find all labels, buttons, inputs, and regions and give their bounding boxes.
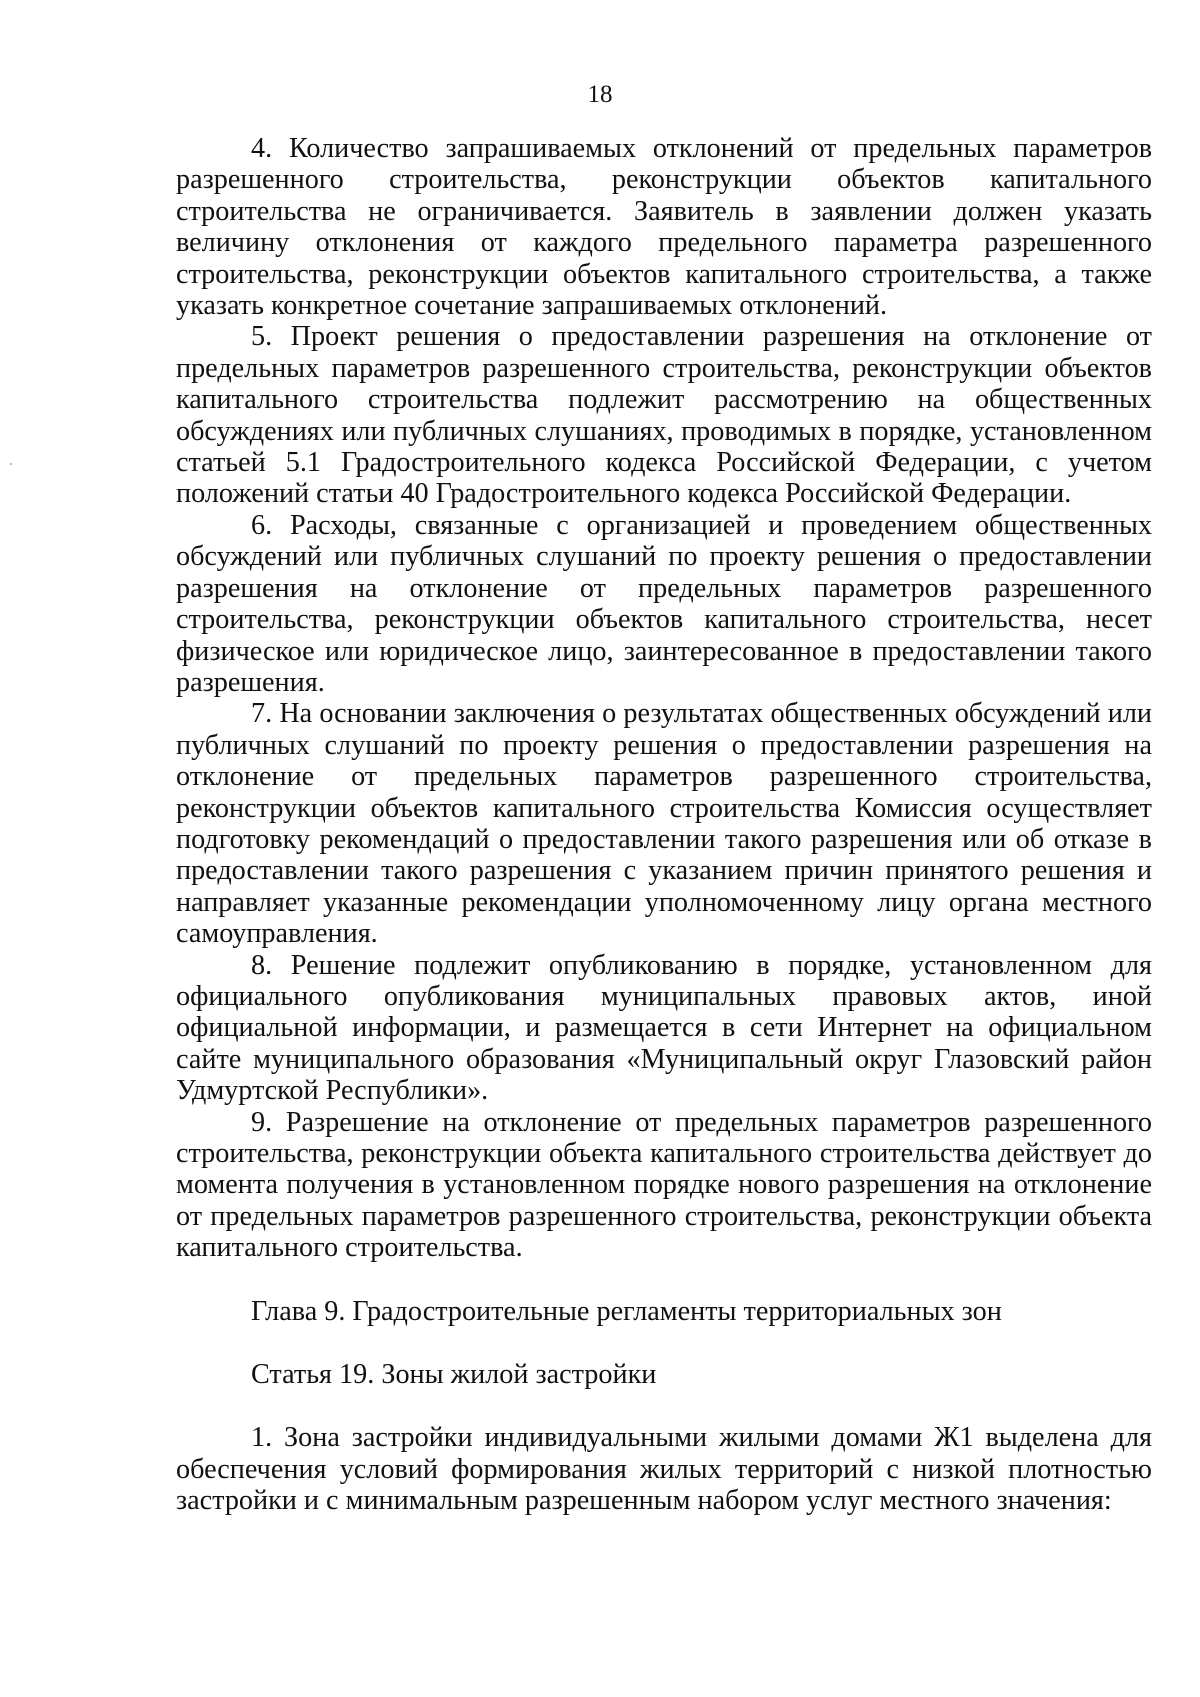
article-paragraph-1: 1. Зона застройки индивидуальными жилыми домами Ж1 выделена для обеспечения условий формирования жилых территорий с низкой плотностью застройки и с минимальным разрешенным набором услуг местного значения: bbox=[176, 1422, 1152, 1517]
page-number: 18 bbox=[587, 81, 613, 108]
scan-speck bbox=[10, 463, 12, 465]
article-heading: Статья 19. Зоны жилой застройки bbox=[251, 1359, 657, 1391]
chapter-heading: Глава 9. Градостроительные регламенты территориальных зон bbox=[251, 1295, 1002, 1327]
paragraph-8: 8. Решение подлежит опубликованию в порядке, установленном для официального опубликования муниципальных правовых актов, иной официальной информации, и размещается в сети Интернет на официальном сайте муниципального образования «Муниципальный округ Глазовский район Удмуртской Республики». bbox=[176, 949, 1152, 1107]
paragraph-7: 7. На основании заключения о результатах общественных обсуждений или публичных слушаний по проекту решения о предоставлении разрешения на отклонение от предельных параметров разрешенного строительства, реконструкции объектов капитального строительства Комиссия осуществляет подготовку рекомендаций о предоставлении такого разрешения или об отказе в предоставлении такого разрешения с указанием причин принятого решения и направляет указанные рекомендации уполномоченному лицу органа местного самоуправления. bbox=[176, 698, 1152, 950]
paragraph-4: 4. Количество запрашиваемых отклонений от предельных параметров разрешенного строительства, реконструкции объектов капитального строительства не ограничивается. Заявитель в заявлении должен указать величину отклонения от каждого предельного параметра разрешенного строительства, реконструкции объектов капитального строительства, а также указать конкретное сочетание запрашиваемых отклонений. bbox=[176, 133, 1152, 322]
document-body bbox=[176, 133, 1152, 1517]
paragraph-9: 9. Разрешение на отклонение от предельных параметров разрешенного строительства, реконструкции объекта капитального строительства действует до момента получения в установленном порядке нового разрешения на отклонение от предельных параметров разрешенного строительства, реконструкции объекта капитального строительства. bbox=[176, 1106, 1152, 1264]
paragraph-6: 6. Расходы, связанные с организацией и проведением общественных обсуждений или публичных слушаний по проекту решения о предоставлении разрешения на отклонение от предельных параметров разрешенного строительства, реконструкции объектов капитального строительства, несет физическое или юридическое лицо, заинтересованное в предоставлении такого разрешения. bbox=[176, 509, 1152, 698]
paragraph-5: 5. Проект решения о предоставлении разрешения на отклонение от предельных параметров разрешенного строительства, реконструкции объектов капитального строительства подлежит рассмотрению на общественных обсуждениях или публичных слушаниях, проводимых в порядке, установленном статьей 5.1 Градостроительного кодекса Российской Федерации, с учетом положений статьи 40 Градостроительного кодекса Российской Федерации. bbox=[176, 321, 1152, 510]
